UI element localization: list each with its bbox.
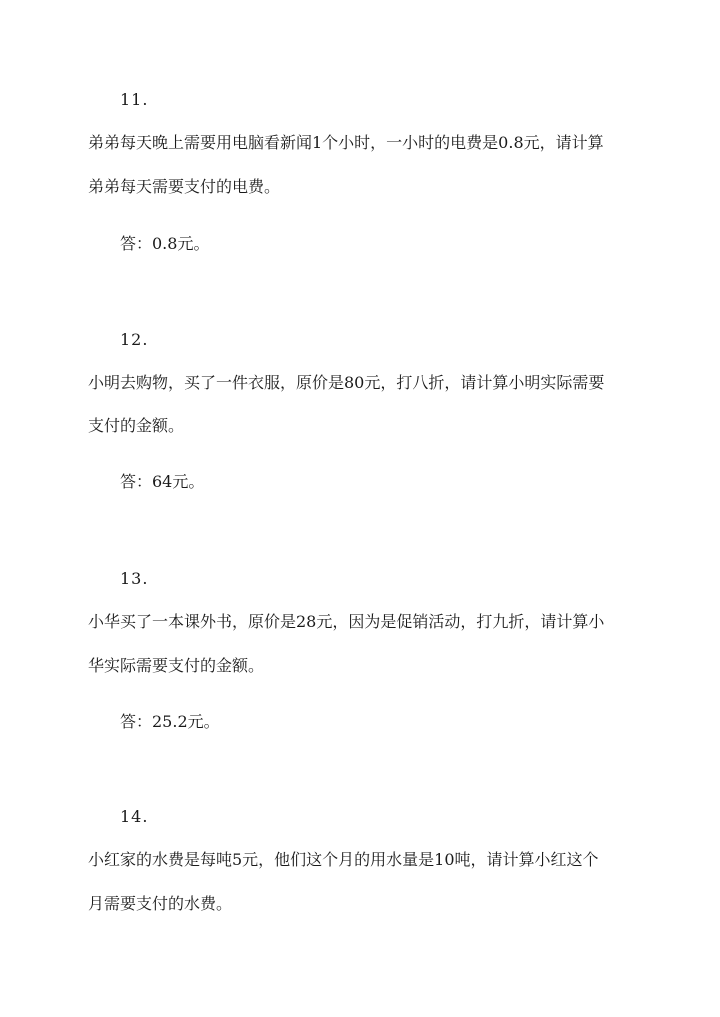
question-text-line: 弟弟每天晚上需要用电脑看新闻1个小时，一小时的电费是0.8元，请计算: [88, 133, 604, 152]
question-text-line: 华实际需要支付的金额。: [88, 656, 265, 675]
question-text-line: 小明去购物，买了一件衣服，原价是80元，打八折，请计算小明实际需要: [88, 373, 605, 392]
question-text-line: 小红家的水费是每吨5元，他们这个月的用水量是10吨，请计算小红这个: [88, 850, 599, 869]
question-number: 13.: [120, 569, 149, 588]
answer-text: 答：64元。: [120, 472, 205, 491]
question-text-line: 弟弟每天需要支付的电费。: [88, 177, 281, 196]
question-text-line: 支付的金额。: [88, 416, 185, 435]
question-number: 12.: [120, 330, 149, 349]
question-number: 14.: [120, 807, 149, 826]
question-text-line: 小华买了一本课外书，原价是28元，因为是促销活动，打九折，请计算小: [88, 612, 605, 631]
question-text-line: 月需要支付的水费。: [88, 894, 233, 913]
question-number: 11.: [120, 90, 149, 109]
answer-text: 答：25.2元。: [120, 712, 220, 731]
answer-text: 答：0.8元。: [120, 234, 210, 253]
